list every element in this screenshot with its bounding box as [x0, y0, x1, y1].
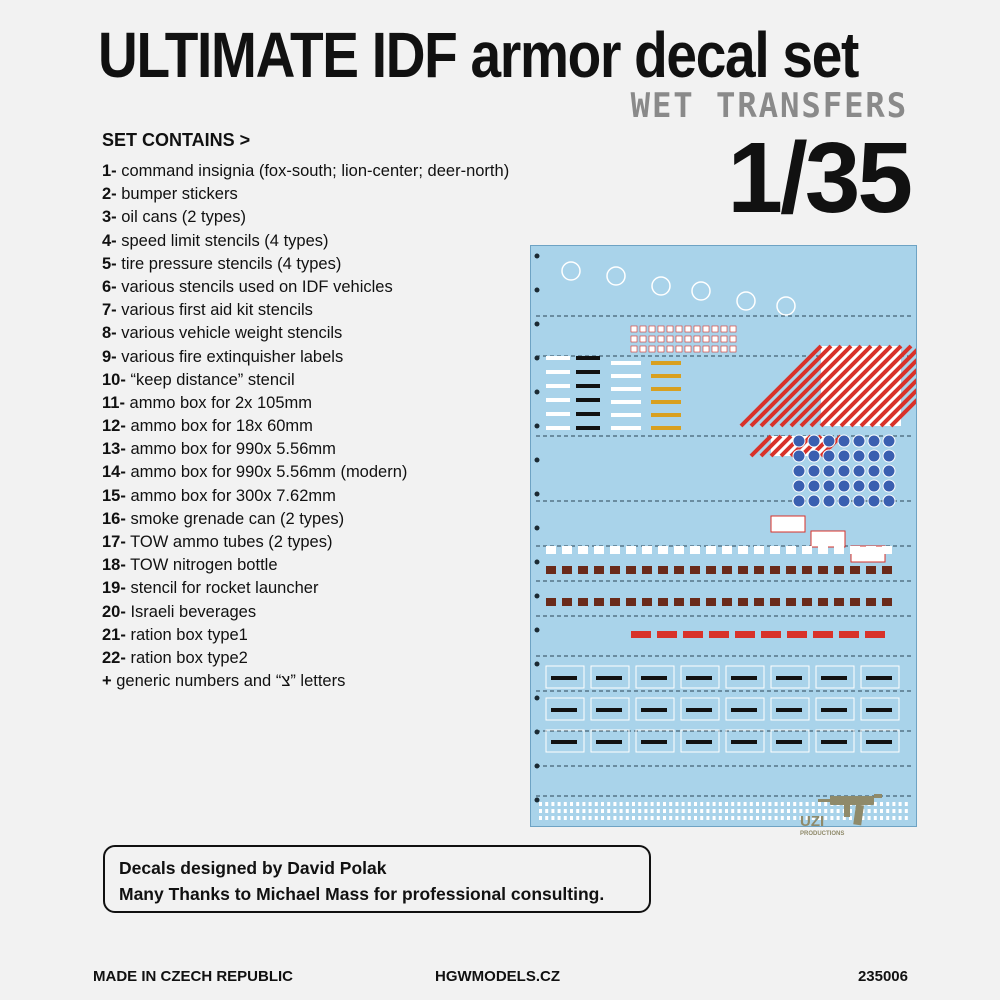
contents-item	[102, 160, 509, 183]
product-title: ULTIMATE IDF armor decal set	[98, 19, 859, 91]
footer-product-code: 235006	[857, 968, 908, 985]
contents-item-text: ration box type1	[125, 625, 248, 644]
contents-item-number: 19-	[102, 579, 126, 598]
contents-item-number: 15-	[102, 486, 126, 505]
contents-item-number: 21-	[102, 625, 126, 644]
contents-item	[102, 253, 509, 276]
contents-item-number: +	[102, 672, 112, 691]
contents-item-number: 13-	[102, 440, 126, 459]
contents-item	[102, 299, 509, 322]
contents-item-number: 2-	[102, 185, 117, 204]
footer-origin: MADE IN CZECH REPUBLIC	[93, 968, 294, 985]
contents-item-text: ammo box for 18x 60mm	[125, 417, 313, 436]
contents-item-text: stencil for rocket launcher	[125, 579, 319, 598]
decal-sheet-artwork	[531, 246, 916, 826]
logo-subtext: PRODUCTIONS	[800, 831, 845, 837]
contents-item-number: 9-	[102, 347, 117, 366]
contents-item-text: ammo box for 990x 5.56mm (modern)	[125, 463, 408, 482]
credits-line-designer: Decals designed by David Polak	[119, 858, 387, 878]
contents-item	[102, 415, 509, 438]
contents-item-text: ammo box for 990x 5.56mm	[125, 440, 336, 459]
contents-item-text: various vehicle weight stencils	[116, 324, 343, 343]
contents-item-text: generic numbers and “צ” letters	[111, 672, 346, 691]
contents-item	[102, 554, 509, 577]
contents-item	[102, 531, 509, 554]
contents-item-text: oil cans (2 types)	[116, 208, 246, 227]
set-contains-heading: SET CONTAINS >	[102, 130, 251, 150]
contents-item-text: tire pressure stencils (4 types)	[116, 254, 342, 273]
contents-item	[102, 670, 509, 693]
contents-item	[102, 183, 509, 206]
contents-item-number: 22-	[102, 648, 126, 667]
contents-item	[102, 322, 509, 345]
contents-list	[102, 160, 509, 693]
contents-item-text: ammo box for 2x 105mm	[124, 393, 313, 412]
contents-item	[102, 624, 509, 647]
contents-item-text: TOW nitrogen bottle	[125, 556, 278, 575]
contents-item-number: 14-	[102, 463, 126, 482]
uzi-logo	[798, 788, 888, 843]
contents-item-number: 5-	[102, 254, 117, 273]
contents-item-text: smoke grenade can (2 types)	[125, 509, 345, 528]
contents-item-text: bumper stickers	[116, 185, 238, 204]
contents-item-number: 8-	[102, 324, 117, 343]
contents-item-number: 16-	[102, 509, 126, 528]
contents-item	[102, 577, 509, 600]
contents-item	[102, 438, 509, 461]
contents-item-number: 17-	[102, 533, 126, 551]
contents-item	[102, 206, 509, 229]
contents-item-text: “keep distance” stencil	[125, 370, 295, 389]
contents-item-number: 11-	[102, 393, 125, 412]
wet-transfers-label: WET TRANSFERS	[630, 86, 908, 126]
logo-text: UZI	[800, 813, 825, 830]
contents-item-text: various stencils used on IDF vehicles	[116, 277, 393, 296]
contents-item	[102, 508, 509, 531]
contents-item-number: 18-	[102, 556, 126, 575]
contents-item-text: ammo box for 300x 7.62mm	[125, 486, 336, 505]
credits-box	[103, 845, 651, 913]
contents-item-text: TOW ammo tubes (2 types)	[125, 533, 333, 551]
contents-item-number: 12-	[102, 417, 126, 436]
contents-item-number: 6-	[102, 277, 117, 296]
contents-item	[102, 230, 509, 253]
contents-item	[102, 369, 509, 392]
contents-item-text: various first aid kit stencils	[116, 301, 313, 320]
contents-item-text: various fire extinquisher labels	[116, 347, 344, 366]
contents-item-number: 10-	[102, 370, 126, 389]
contents-item	[102, 392, 509, 415]
contents-item	[102, 346, 509, 369]
contents-item-text: command insignia (fox-south; lion-center; deer-north)	[116, 162, 510, 180]
contents-item-number: 7-	[102, 301, 117, 320]
contents-item-text: ration box type2	[125, 648, 248, 667]
credits-line-thanks: Many Thanks to Michael Mass for professional consulting.	[119, 884, 605, 904]
scale-label: 1/35	[727, 122, 910, 234]
contents-item-text: speed limit stencils (4 types)	[116, 231, 329, 250]
contents-item-number: 4-	[102, 231, 117, 250]
contents-item-number: 20-	[102, 602, 126, 621]
contents-item	[102, 485, 509, 508]
contents-item-text: Israeli beverages	[125, 602, 257, 621]
contents-item	[102, 276, 509, 299]
contents-item-number: 3-	[102, 208, 117, 227]
contents-item	[102, 461, 509, 484]
decal-sheet-image	[530, 245, 917, 827]
contents-item	[102, 647, 509, 670]
contents-item-number: 1-	[102, 162, 117, 180]
contents-item	[102, 601, 509, 624]
footer-website: HGWMODELS.CZ	[435, 968, 560, 985]
